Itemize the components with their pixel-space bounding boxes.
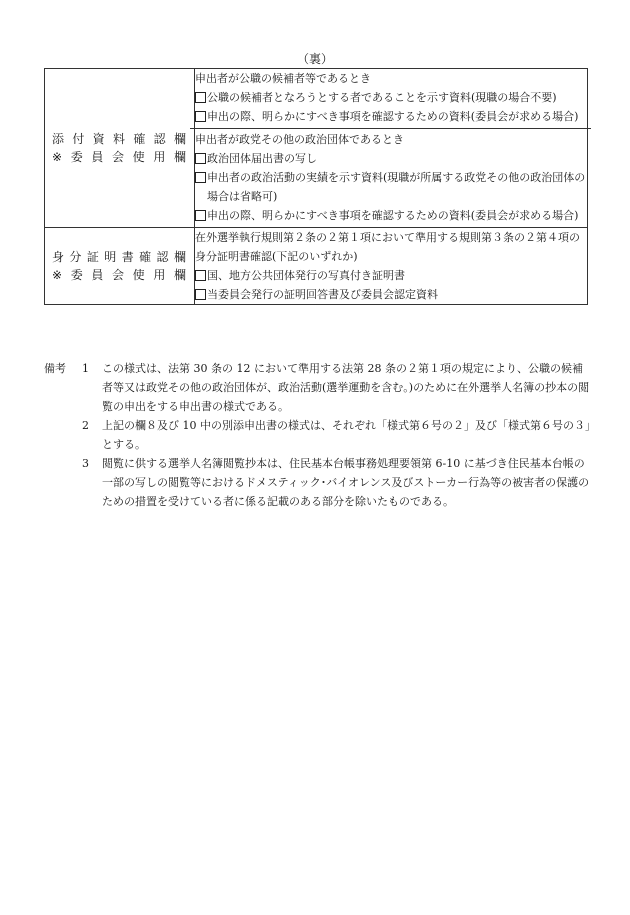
id-label-note [45, 266, 194, 284]
label-char: 欄 [173, 150, 186, 164]
label-char: 会 [112, 150, 125, 164]
remarks-section [44, 359, 592, 511]
remarks-list [82, 359, 592, 511]
remark-number: 3 [82, 457, 89, 470]
checkbox-label: 申出の際、明らかにすべき事項を確認するための資料(委員会が求める場合) [207, 110, 579, 123]
confirmation-table [44, 68, 588, 305]
label-char: 資 [92, 132, 105, 146]
checkbox-label: 当委員会発行の証明回答書及び委員会認定資料 [207, 288, 438, 301]
remark-number: 1 [82, 362, 89, 375]
remark-text: 上記の欄８及び 10 中の別添申出書の様式は、それぞれ「様式第６号の２」及び「様式第６号の３」とする。 [102, 419, 591, 451]
checkbox-square[interactable] [195, 172, 206, 183]
remark-item [82, 454, 592, 511]
checkbox-square[interactable] [195, 210, 206, 221]
checkbox-item[interactable] [195, 149, 587, 168]
checkbox-item[interactable] [195, 168, 587, 206]
label-char: 書 [121, 250, 134, 264]
label-char: 認 [156, 250, 169, 264]
id-row [45, 228, 588, 305]
remark-text: 閲覧に供する選挙人名簿閲覧抄本は、住民基本台帳事務処理要領第 6-10 に基づき住民基本台帳の一部の写しの閲覧等におけるドメスティック･バイオレンス及びストーカー行為等の被害者の保護のための措置を受けている者に係る記載のある部分を除いたものである。 [102, 457, 590, 508]
candidate-block [195, 69, 587, 128]
label-char: ※ [52, 150, 63, 164]
label-char: 使 [132, 150, 145, 164]
id-content-cell [195, 228, 588, 305]
label-char: 使 [132, 268, 145, 282]
attachment-content-cell [195, 69, 588, 228]
checkbox-square[interactable] [195, 111, 206, 122]
checkbox-label: 申出の際、明らかにすべき事項を確認するための資料(委員会が求める場合) [207, 209, 579, 222]
id-label-main [45, 248, 194, 266]
checkbox-square[interactable] [195, 153, 206, 164]
label-char: ※ [52, 268, 63, 282]
attachment-label-cell [45, 69, 195, 228]
label-char: 確 [133, 132, 146, 146]
label-char: 添 [52, 132, 65, 146]
label-char: 用 [153, 150, 166, 164]
checkbox-item[interactable] [195, 285, 587, 304]
label-char: 認 [153, 132, 166, 146]
label-char: 員 [91, 150, 104, 164]
checkbox-item[interactable] [195, 88, 587, 107]
remark-item [82, 359, 592, 416]
label-char: 委 [70, 268, 83, 282]
page-title: （裏） [296, 52, 333, 66]
label-char: 欄 [173, 250, 186, 264]
label-char: 会 [112, 268, 125, 282]
checkbox-item[interactable] [195, 206, 587, 225]
label-char: 料 [112, 132, 125, 146]
id-heading: 在外選挙執行規則第２条の２第１項において準用する規則第３条の２第４項の身分証明書確認(下記のいずれか) [195, 231, 580, 263]
label-char: 付 [72, 132, 85, 146]
label-char: 身 [52, 250, 65, 264]
label-char: 員 [91, 268, 104, 282]
remarks-heading: 備考 [44, 362, 66, 375]
remark-text: この様式は、法第 30 条の 12 において準用する法第 28 条の２第１項の規定により、公職の候補者等又は政党その他の政治団体が、政治活動(選挙運動を含む。)のために在外選挙人名簿の抄本の閲覧の申出をする申出書の様式である。 [102, 362, 590, 413]
checkbox-square[interactable] [195, 270, 206, 281]
remark-item [82, 416, 592, 454]
party-heading: 申出者が政党その他の政治団体であるとき [195, 133, 404, 146]
label-char: 明 [104, 250, 117, 264]
checkbox-item[interactable] [195, 107, 587, 126]
label-char: 確 [139, 250, 152, 264]
checkbox-label: 公職の候補者となろうとする者であることを示す資料(現職の場合不要) [207, 91, 557, 104]
label-char: 分 [69, 250, 82, 264]
attachment-label-main [45, 130, 194, 148]
id-label-cell [45, 228, 195, 305]
attachment-row [45, 69, 588, 228]
remark-number: 2 [82, 419, 89, 432]
checkbox-item[interactable] [195, 266, 587, 285]
party-block [190, 128, 591, 227]
checkbox-label: 申出者の政治活動の実績を示す資料(現職が所属する政党その他の政治団体の場合は省略可) [207, 171, 586, 203]
label-char: 委 [70, 150, 83, 164]
label-char: 証 [86, 250, 99, 264]
candidate-heading: 申出者が公職の候補者等であるとき [195, 72, 371, 85]
attachment-label-note [45, 148, 194, 166]
label-char: 用 [153, 268, 166, 282]
checkbox-label: 政治団体届出書の写し [207, 152, 317, 165]
checkbox-square[interactable] [195, 92, 206, 103]
label-char: 欄 [173, 132, 186, 146]
checkbox-square[interactable] [195, 289, 206, 300]
checkbox-label: 国、地方公共団体発行の写真付き証明書 [207, 269, 405, 282]
label-char: 欄 [173, 268, 186, 282]
